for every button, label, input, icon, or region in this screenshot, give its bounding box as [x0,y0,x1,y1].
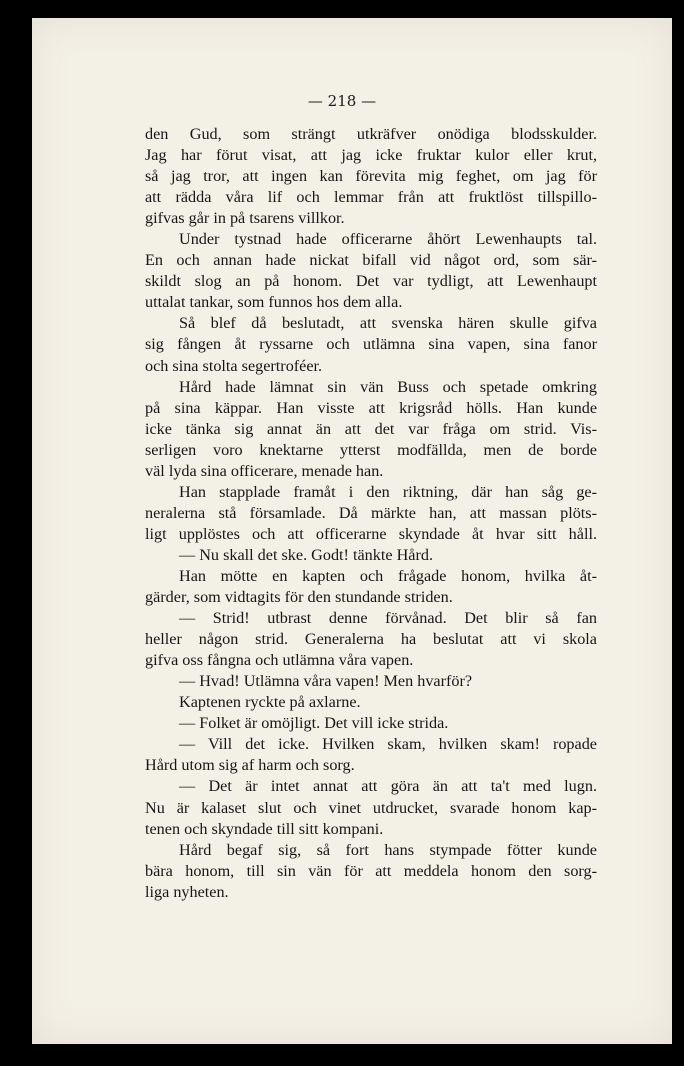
text-line: — Det är intet annat att göra än att ta't med lugn. [179,777,597,796]
text-line: Nu är kalaset slut och vinet utdrucket, svarade honom kap- [145,798,597,817]
text-line: bära honom, till sin vän för att meddela honom den sorg- [145,861,597,880]
text-line: gifvas går in på tsarens villkor. [145,209,345,228]
text-line: gärder, som vidtagits för den stundande striden. [145,588,453,607]
text-line: — Strid! utbrast denne förvånad. Det blir så fan [179,609,597,628]
text-line: Kaptenen ryckte på axlarne. [179,693,361,712]
text-line: väl lyda sina officerare, menade han. [145,461,384,480]
text-line: Hård utom sig af harm och sorg. [145,756,355,775]
page-number: — 218 — [307,92,377,110]
text-line: ligt upplöstes och att officerarne skyndade åt hvar sitt håll. [145,524,597,543]
text-line: neralerna stå församlade. Då märkte han, att massan plöts- [145,503,597,522]
text-line: icke tänka sig annat än att det var fråga om strid. Vis- [145,419,597,438]
text-line: Jag har förut visat, att jag icke fruktar kulor eller krut, [145,146,597,165]
text-line: gifva oss fångna och utlämna våra vapen. [145,651,414,670]
text-line: Han stapplade framåt i den riktning, där han såg ge- [179,482,597,501]
text-line: — Vill det icke. Hvilken skam, hvilken skam! ropade [179,735,597,754]
text-line: uttalat tankar, som funnos hos dem alla. [145,293,403,312]
text-line: tenen och skyndade till sitt kompani. [145,819,384,838]
text-line: En och annan hade nickat bifall vid något ord, som sär- [145,251,597,270]
text-line: att rädda våra lif och lemmar från att fruktlöst tillspillo- [145,188,597,207]
text-line: Han mötte en kapten och frågade honom, hvilka åt- [179,566,597,585]
text-line: Under tystnad hade officerarne åhört Lewenhaupts tal. [179,230,597,249]
text-line: liga nyheten. [145,882,229,901]
text-line: Hård hade lämnat sin vän Buss och spetade omkring [179,377,597,396]
text-line: så jag tror, att ingen kan förevita mig feghet, om jag för [145,167,597,186]
text-line: serligen voro knektarne ytterst modfällda, men de borde [145,440,597,459]
text-line: Så blef då beslutadt, att svenska hären skulle gifva [179,314,597,333]
text-line: den Gud, som strängt utkräfver onödiga blodsskulder. [145,125,597,143]
text-line: — Hvad! Utlämna våra vapen! Men hvarför? [179,672,473,691]
text-line: Hård begaf sig, så fort hans stympade fötter kunde [179,840,597,859]
text-line: och sina stolta segertroféer. [145,356,323,375]
text-line: heller någon strid. Generalerna ha beslutat att vi skola [145,630,597,649]
text-line: skildt slog an på honom. Det var tydligt, att Lewenhaupt [145,272,597,291]
text-line: sig fången åt ryssarne och utlämna sina vapen, sina fanor [145,335,597,354]
text-line: — Nu skall det ske. Godt! tänkte Hård. [179,545,433,564]
text-line: — Folket är omöjligt. Det vill icke strida. [179,714,449,733]
page-body-text [145,124,597,903]
text-line: på sina käppar. Han visste att krigsråd hölls. Han kunde [145,398,597,417]
